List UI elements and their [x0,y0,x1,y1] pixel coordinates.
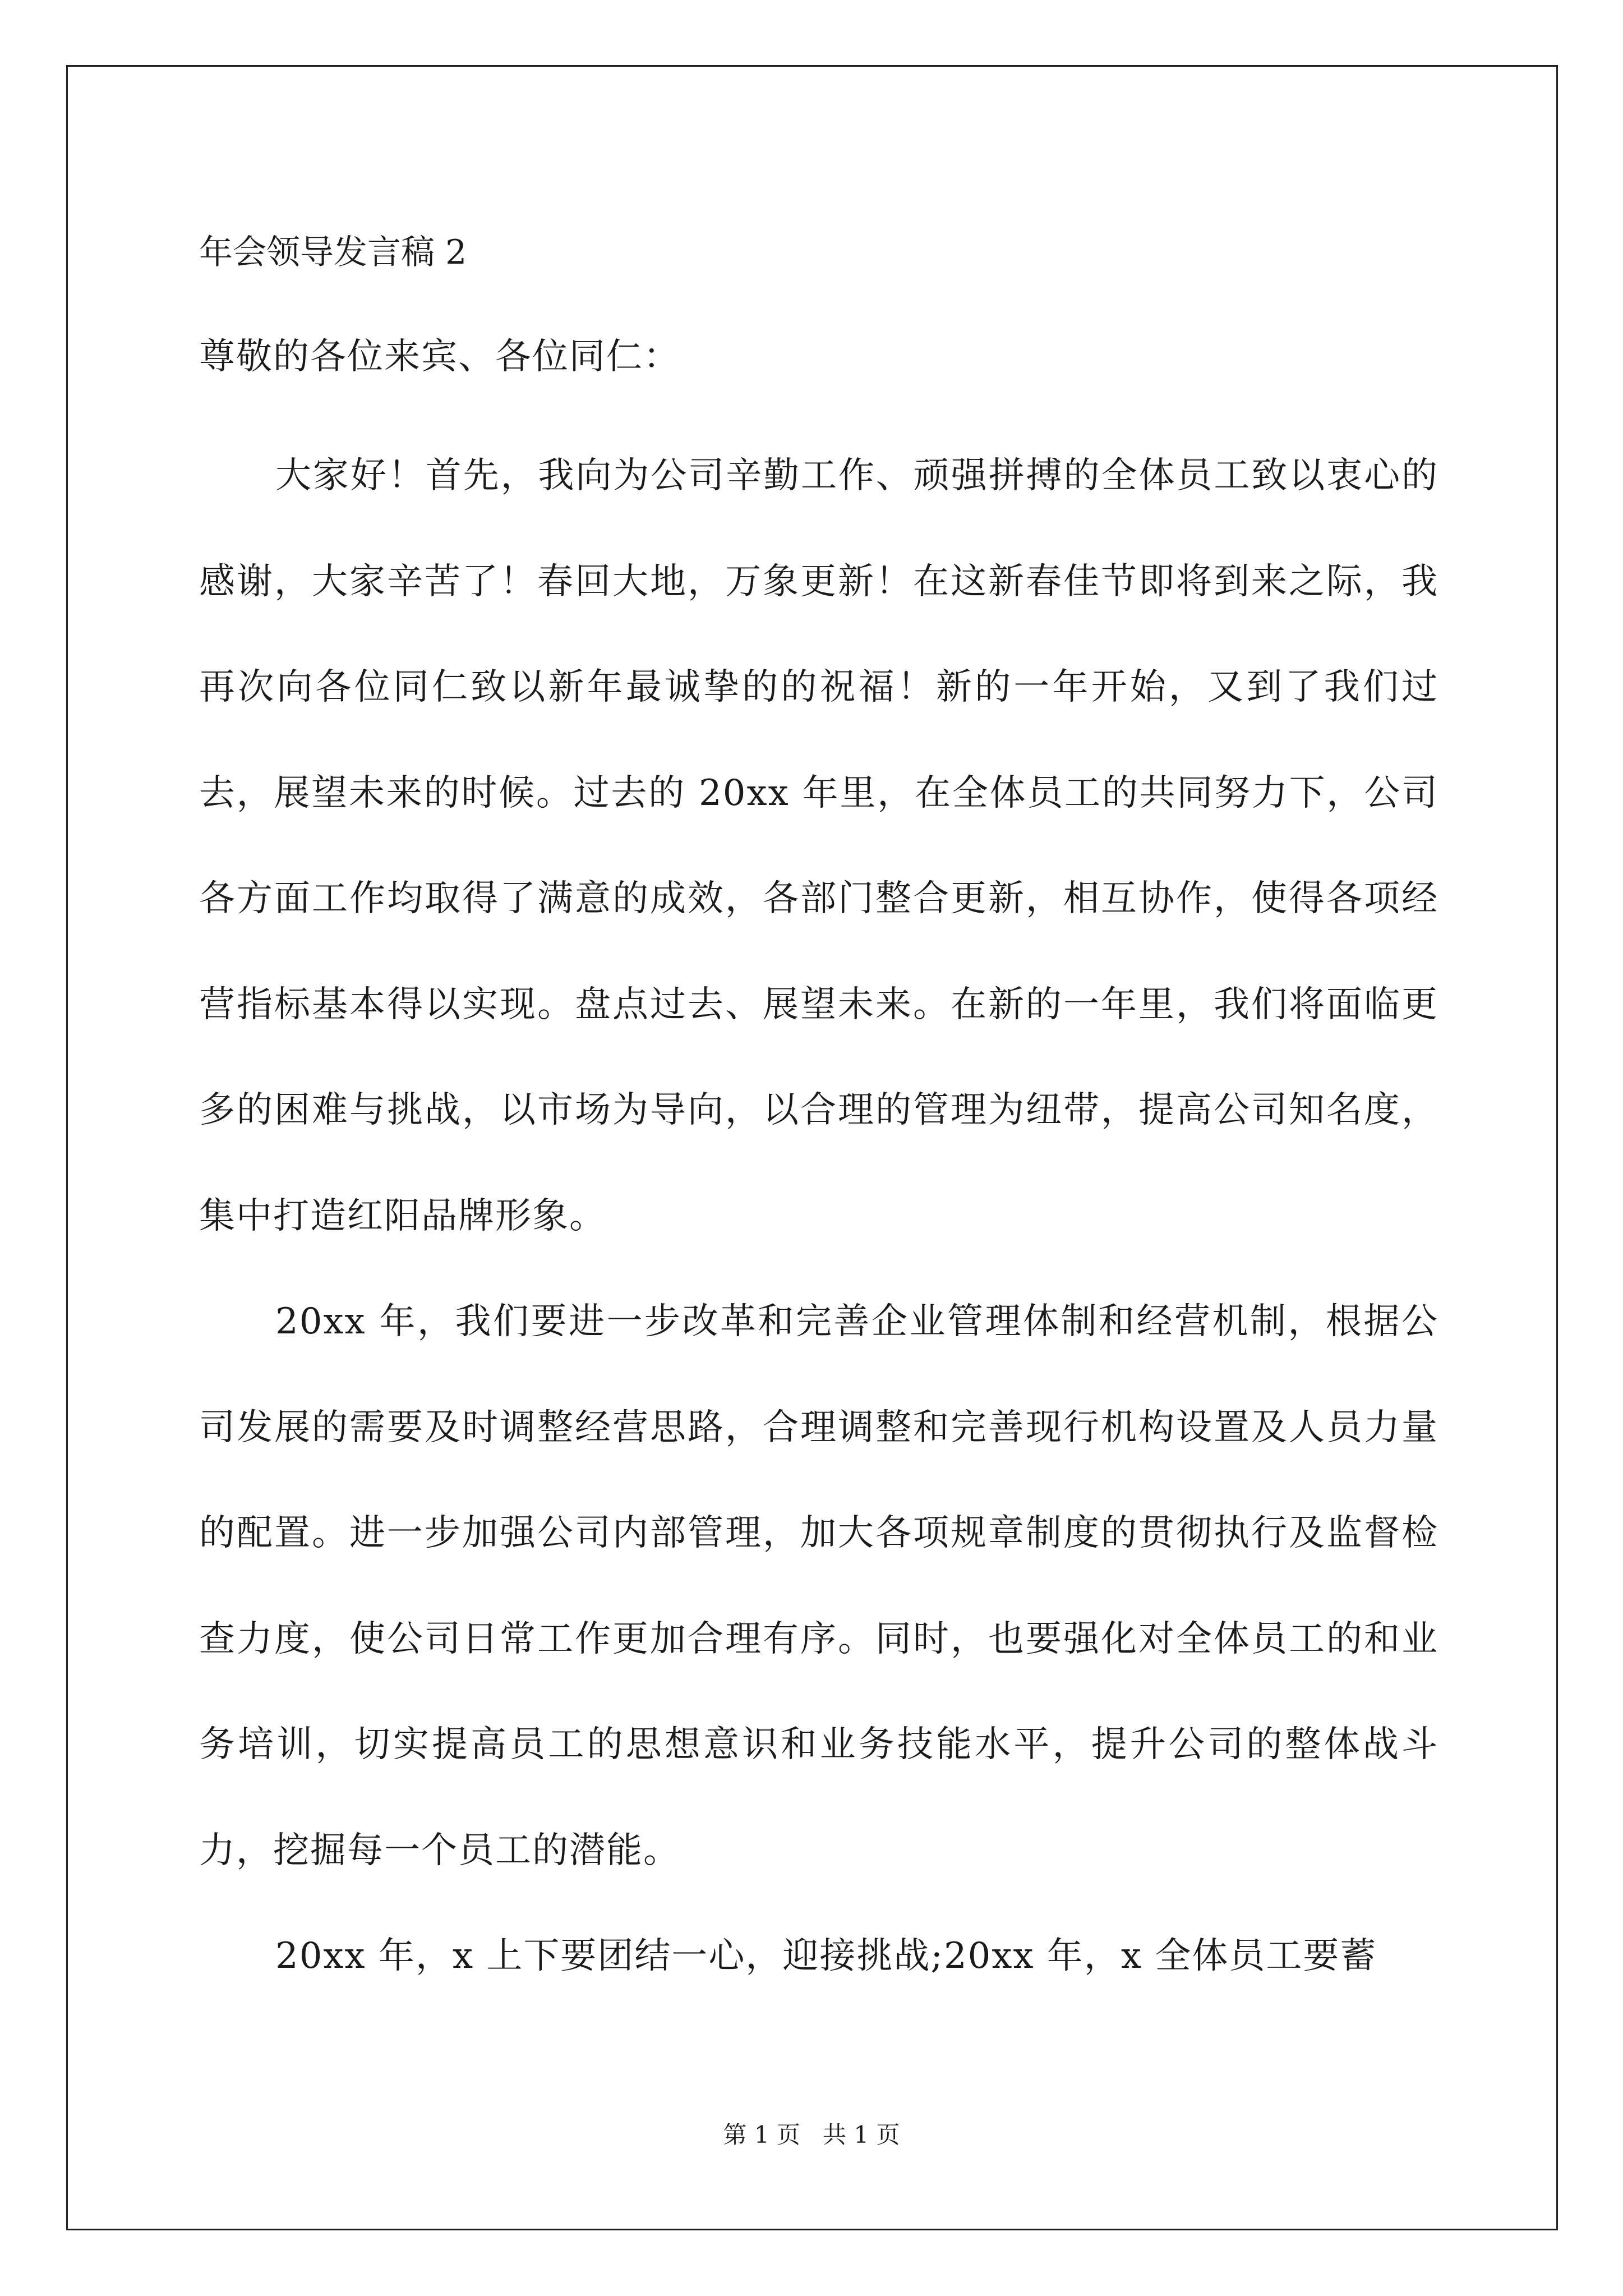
page-footer: 第 1 页 共 1 页 [723,2121,900,2148]
paragraph-1: 大家好！首先，我向为公司辛勤工作、顽强拼搏的全体员工致以衷心的感谢，大家辛苦了！春回大地，万象更新！在这新春佳节即将到来之际，我再次向各位同仁致以新年最诚挚的的祝福！新的一年开始，又到了我们过去，展望未来的时候。过去的 20xx 年里，在全体员工的共同努力下，公司各方面工作均取得了满意的成效，各部门整合更新，相互协作，使得各项经营指标基本得以实现。盘点过去、展望未来。在新的一年里，我们将面临更多的困难与挑战，以市场为导向，以合理的管理为纽带，提高公司知名度，集中打造红阳品牌形象。 [199,455,1438,1237]
greeting-line: 尊敬的各位来宾、各位同仁： [199,336,680,378]
paragraph-2: 20xx 年，我们要进一步改革和完善企业管理体制和经营机制，根据公司发展的需要及时调整经营思路，合理调整和完善现行机构设置及人员力量的配置。进一步加强公司内部管理，加大各项规章制度的贯彻执行及监督检查力度，使公司日常工作更加合理有序。同时，也要强化对全体员工的和业务培训，切实提高员工的思想意识和业务技能水平，提升公司的整体战斗力，挖掘每一个员工的潜能。 [199,1301,1438,1871]
document-body [199,224,1438,2009]
paragraph-3: 20xx 年，x 上下要团结一心，迎接挑战;20xx 年，x 全体员工要蓄 [275,1935,1377,1977]
document-title: 年会领导发言稿 2 [199,233,467,272]
